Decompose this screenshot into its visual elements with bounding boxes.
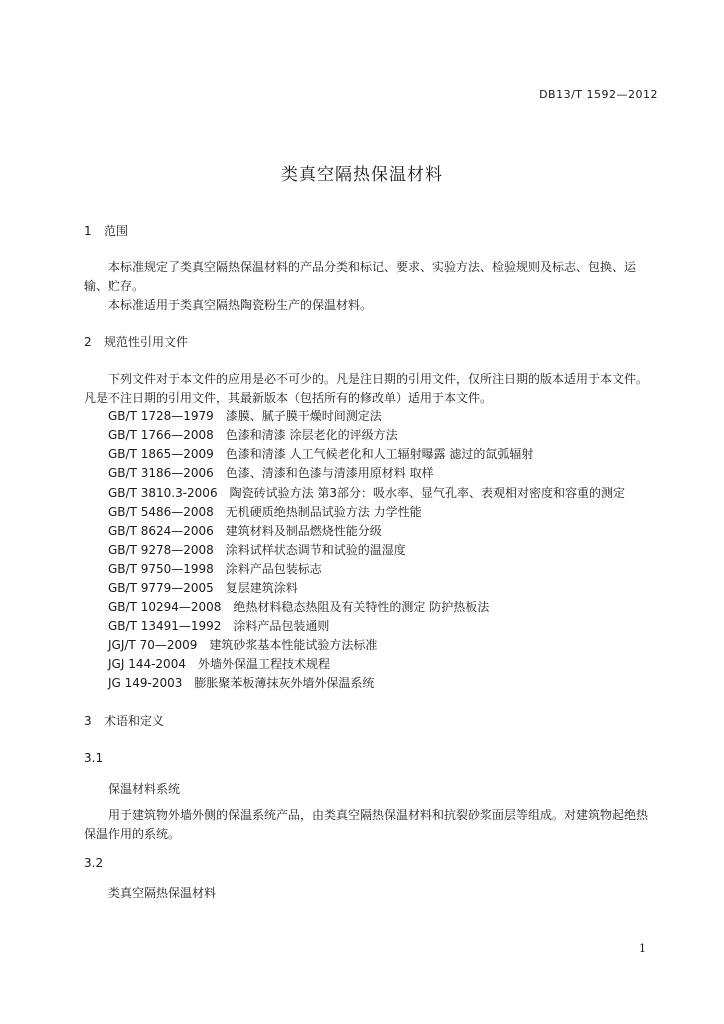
reference-item: GB/T 9278—2008 涂料试样状态调节和试验的温湿度 xyxy=(108,543,406,557)
reference-item: GB/T 9779—2005 复层建筑涂料 xyxy=(108,581,298,595)
reference-item: GB/T 13491—1992 涂料产品包装通则 xyxy=(108,619,330,633)
section-3-number: 3 xyxy=(84,714,92,728)
reference-item: JGJ/T 70—2009 建筑砂浆基本性能试验方法标准 xyxy=(108,638,378,652)
section-3-title: 术语和定义 xyxy=(104,714,165,728)
section-1-paragraph-2: 本标准适用于类真空隔热陶瓷粉生产的保温材料。 xyxy=(108,298,373,312)
section-1-number: 1 xyxy=(84,224,92,238)
reference-item: GB/T 3186—2006 色漆、清漆和色漆与清漆用原材料 取样 xyxy=(108,466,434,480)
definition-3-1: 用于建筑物外墙外侧的保温系统产品，由类真空隔热保温材料和抗裂砂浆面层等组成。对建筑物起绝热保温作用的系统。 xyxy=(84,808,649,841)
term-3-2: 类真空隔热保温材料 xyxy=(108,886,217,900)
reference-item: GB/T 1728—1979 漆膜、腻子膜干燥时间测定法 xyxy=(108,409,382,423)
reference-item: GB/T 1865—2009 色漆和清漆 人工气候老化和人工辐射曝露 滤过的氙弧辐射 xyxy=(108,447,534,461)
section-2-intro: 下列文件对于本文件的应用是必不可少的。凡是注日期的引用文件，仅所注日期的版本适用于本文件。凡是不注日期的引用文件，其最新版本（包括所有的修改单）适用于本文件。 xyxy=(84,372,649,405)
reference-item: GB/T 5486—2008 无机硬质绝热制品试验方法 力学性能 xyxy=(108,505,422,519)
section-2-title: 规范性引用文件 xyxy=(104,335,189,349)
subsection-3-2-number: 3.2 xyxy=(84,856,104,870)
reference-item: GB/T 10294—2008 绝热材料稳态热阻及有关特性的测定 防护热板法 xyxy=(108,600,490,614)
reference-item: GB/T 8624—2006 建筑材料及制品燃烧性能分级 xyxy=(108,524,382,538)
standard-number: DB13/T 1592—2012 xyxy=(539,88,658,101)
section-1-paragraph-1: 本标准规定了类真空隔热保温材料的产品分类和标记、要求、实验方法、检验规则及标志、包换、运输、贮存。 xyxy=(84,260,637,293)
reference-item: JG 149-2003 膨胀聚苯板薄抹灰外墙外保温系统 xyxy=(108,676,375,690)
section-2-number: 2 xyxy=(84,335,92,349)
page-number: 1 xyxy=(639,942,646,955)
section-1-title: 范围 xyxy=(104,224,129,238)
term-3-1: 保温材料系统 xyxy=(108,782,181,796)
document-title: 类真空隔热保温材料 xyxy=(281,165,443,185)
reference-item: GB/T 9750—1998 涂料产品包装标志 xyxy=(108,562,322,576)
section-3-heading xyxy=(84,712,164,729)
section-1-heading xyxy=(84,222,128,239)
reference-item: GB/T 3810.3-2006 陶瓷砖试验方法 第3部分：吸水率、显气孔率、表观相对密度和容重的测定 xyxy=(108,486,626,500)
reference-item: GB/T 1766—2008 色漆和清漆 涂层老化的评级方法 xyxy=(108,428,398,442)
subsection-3-1-number: 3.1 xyxy=(84,751,104,765)
section-2-heading xyxy=(84,333,188,350)
reference-item: JGJ 144-2004 外墙外保温工程技术规程 xyxy=(108,657,330,671)
